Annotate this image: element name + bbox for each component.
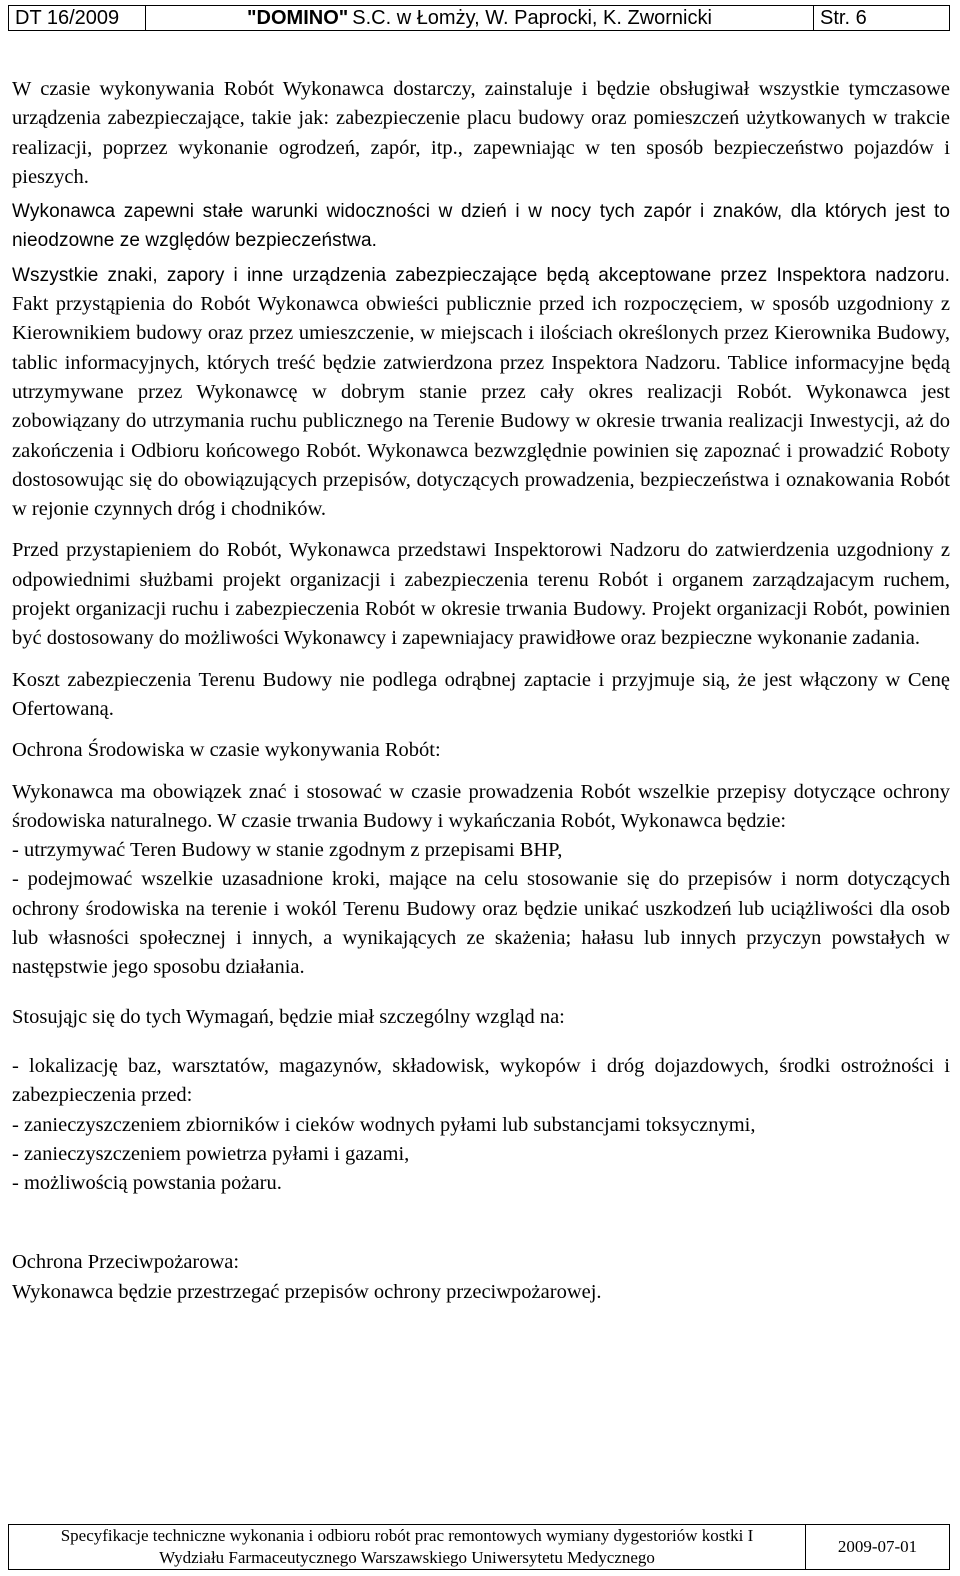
footer-line-1: Specyfikacje techniczne wykonania i odbioru robót prac remontowych wymiany dygestoriów kostki I <box>60 1526 754 1545</box>
footer-date: 2009-07-01 <box>837 1537 918 1556</box>
header-company <box>146 6 814 30</box>
paragraph-temporary-safety: W czasie wykonywania Robót Wykonawca dostarczy, zainstaluje i będzie obsługiwał wszystkie tymczasowe urządzenia zabezpieczające, takie jak: zabezpieczenie placu budowy oraz pomieszczeń użytkowanych w trakcie realizacji, poprzez wykonanie ogrodzeń, zapór, itp., zapewniając w ten sposób bezpieczeństwo pojazdów i pieszych. <box>12 78 950 188</box>
footer-description <box>9 1525 806 1569</box>
page-header <box>8 5 950 31</box>
paragraph-signs-and-notices <box>12 261 950 525</box>
list-item-bhp: - utrzymywać Teren Budowy w stanie zgodnym z przepisami BHP, <box>12 839 563 862</box>
header-company-name: "DOMINO" <box>247 6 349 29</box>
list-item-water-pollution: - zanieczyszczeniem zbiorników i cieków wodnych pyłami lub substancjami toksycznymi, <box>12 1113 756 1136</box>
paragraph-safety-cost: Koszt zabezpieczenia Terenu Budowy nie podlega odrąbnej zaptacie i przyjmuje sią, że jest włączony w Cenę Ofertowaną. <box>12 668 950 720</box>
document-body <box>12 75 950 1307</box>
paragraph-visibility: Wykonawca zapewni stałe warunki widoczności w dzień i w nocy tych zapór i znaków, dla których jest to nieodzowne ze względów bezpieczeństwa. <box>12 201 950 252</box>
list-item-air-pollution: - zanieczyszczeniem powietrza pyłami i gazami, <box>12 1142 410 1165</box>
header-company-details: S.C. w Łomży, W. Paprocki, K. Zwornicki <box>352 6 712 29</box>
paragraph-public-notice: Fakt przystąpienia do Robót Wykonawca obwieści publicznie przed ich rozpoczęciem, w sposób uzgodniony z Kierownikiem budowy oraz przez umieszczenie, w miejscach i ilościach określonych przez Kierownika Budowy, tablic informacyjnych, których treść będzie zatwierdzona przez Inspektora Nadzoru. Tablice informacyjne będą utrzymywane przez Wykonawcę w dobrym stanie przez cały okres realizacji Robót. Wykonawca jest zobowiązany do utrzymania ruchu publicznego na Terenie Budowy w okresie trwania realizacji Inwestycji, aż do zakończenia i Odbioru końcowego Robót. Wykonawca bezwzględnie powinien się zapoznać i prowadzić Roboty dostosowując się do obowiązujących przepisów, dotyczących prowadzenia, bezpieczeństwa i oznakowania Robót w rejonie czynnych dróg i chodników. <box>12 293 950 521</box>
paragraph-environment-duties: Wykonawca ma obowiązek znać i stosować w czasie prowadzenia Robót wszelkie przepisy dotyczące ochrony środowiska naturalnego. W czasie trwania Budowy i wykańczania Robót, Wykonawca będzie: <box>12 780 950 832</box>
header-page-number: Str. 6 <box>820 6 867 29</box>
heading-environment-protection: Ochrona Środowiska w czasie wykonywania Robót: <box>12 739 441 762</box>
list-item-environment-steps: - podejmować wszelkie uzasadnione kroki, mające na celu stosowanie się do przepisów i norm dotyczących ochrony środowiska na terenie i wokól Terenu Budowy oraz będzie unikać uszkodzeń lub uciążliwości dla osob lub własności społecznej i innych, a wynikających ze skażenia; hałasu lub innych przyczyn powstałych w następstwie jego sposobu działania. <box>12 868 950 979</box>
paragraph-fire-rules: Wykonawca będzie przestrzegać przepisów ochrony przeciwpożarowej. <box>12 1280 602 1303</box>
list-item-location: - lokalizację baz, warsztatów, magazynów, składowisk, wykopów i dróg dojazdowych, środki ostrożności i zabezpieczenia przed: <box>12 1054 950 1107</box>
footer-line-2: Wydziału Farmaceutycznego Warszawskiego Uniwersytetu Medycznego <box>159 1548 655 1567</box>
paragraph-signs-acceptance: Wszystkie znaki, zapory i inne urządzenia zabezpieczające będą akceptowane przez Inspektora nadzoru. <box>12 264 950 286</box>
heading-fire-protection: Ochrona Przeciwpożarowa: <box>12 1251 240 1274</box>
page-footer <box>8 1524 950 1570</box>
paragraph-requirements-intro: Stosująjc się do tych Wymagań, będzie miał szczególny wzgląd na: <box>12 1005 565 1028</box>
paragraph-organization-project: Przed przystapieniem do Robót, Wykonawca przedstawi Inspektorowi Nadzoru do zatwierdzenia uzgodniony z odpowiednimi służbami projekt organizacji i zabezpieczenia terenu Robót i organem zarządzajacym ruchem, projekt organizacji ruchu i zabezpieczenia Robót w okresie trwania Budowy. Projekt organizacji Robót, powinien być dostosowany do możliwości Wykonawcy i zapewniajacy prawidłowe oraz bezpieczne wykonanie zadania. <box>12 539 950 650</box>
list-item-fire-risk: - możliwością powstania pożaru. <box>12 1172 282 1195</box>
header-doc-number: DT 16/2009 <box>9 6 146 30</box>
